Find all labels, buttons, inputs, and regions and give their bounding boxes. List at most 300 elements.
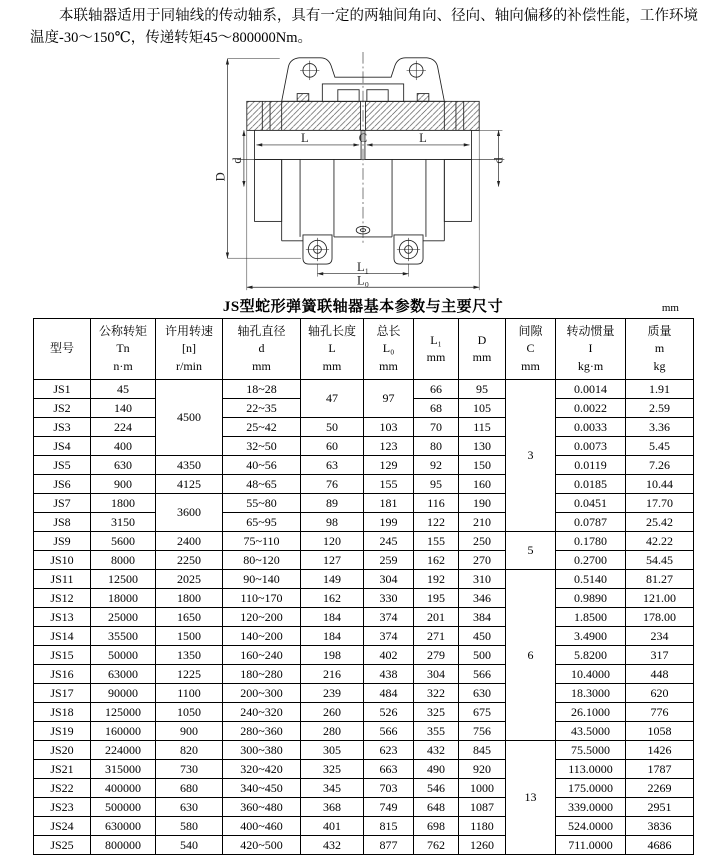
- table-cell: 5600: [91, 532, 156, 551]
- table-cell: 1.8500: [556, 608, 626, 627]
- table-cell: 121.00: [626, 589, 694, 608]
- table-cell: 162: [301, 589, 364, 608]
- table-cell: 663: [364, 760, 414, 779]
- table-cell: 0.0022: [556, 399, 626, 418]
- table-row: [34, 589, 694, 608]
- bolt-tab-right: [394, 235, 423, 264]
- table-cell: 0.0451: [556, 494, 626, 513]
- table-cell: 63000: [91, 665, 156, 684]
- table-row: [34, 494, 694, 513]
- table-cell: 524.0000: [556, 817, 626, 836]
- table-row: [34, 551, 694, 570]
- table-cell: 160: [459, 475, 506, 494]
- table-cell: 484: [364, 684, 414, 703]
- table-cell: 234: [626, 627, 694, 646]
- table-cell: 698: [414, 817, 459, 836]
- table-cell: 1000: [459, 779, 506, 798]
- table-cell: 3836: [626, 817, 694, 836]
- table-cell: 279: [414, 646, 459, 665]
- table-cell: 89: [301, 494, 364, 513]
- table-cell: 103: [364, 418, 414, 437]
- table-cell: 95: [414, 475, 459, 494]
- table-cell: 200~300: [223, 684, 301, 703]
- table-cell: JS13: [34, 608, 91, 627]
- table-cell: 0.0119: [556, 456, 626, 475]
- table-cell: 116: [414, 494, 459, 513]
- table-cell: 3150: [91, 513, 156, 532]
- table-cell: 160~240: [223, 646, 301, 665]
- table-cell: 127: [301, 551, 364, 570]
- table-cell: JS22: [34, 779, 91, 798]
- table-cell: 749: [364, 798, 414, 817]
- table-cell: JS7: [34, 494, 91, 513]
- table-cell: 250: [459, 532, 506, 551]
- table-cell: 566: [364, 722, 414, 741]
- table-cell: 355: [414, 722, 459, 741]
- table-cell: 820: [156, 741, 223, 760]
- intro-paragraph: 本联轴器适用于同轴线的传动轴系，具有一定的两轴间角向、径向、轴向偏移的补偿性能，工作环境温度-30～150℃，传递转矩45～800000Nm。: [30, 8, 698, 46]
- table-cell: 432: [301, 836, 364, 855]
- coupling-drawing: [0, 51, 725, 293]
- table-cell: 113.0000: [556, 760, 626, 779]
- table-cell: 438: [364, 665, 414, 684]
- table-cell: 3: [506, 380, 556, 532]
- table-cell: 45: [91, 380, 156, 399]
- table-cell: 1426: [626, 741, 694, 760]
- table-cell: 5.8200: [556, 646, 626, 665]
- table-cell: 730: [156, 760, 223, 779]
- table-cell: 500: [459, 646, 506, 665]
- coupling-drawing-svg: [212, 51, 514, 295]
- table-cell: 1.91: [626, 380, 694, 399]
- table-cell: 60: [301, 437, 364, 456]
- table-cell: 0.0033: [556, 418, 626, 437]
- table-cell: 50000: [91, 646, 156, 665]
- table-row: [34, 456, 694, 475]
- table-cell: 5: [506, 532, 556, 570]
- dim-label-D: D: [213, 172, 228, 182]
- table-cell: 198: [301, 646, 364, 665]
- table-cell: 17.70: [626, 494, 694, 513]
- table-cell: 32~50: [223, 437, 301, 456]
- table-cell: 115: [459, 418, 506, 437]
- table-cell: 776: [626, 703, 694, 722]
- table-cell: 1787: [626, 760, 694, 779]
- table-cell: 48~65: [223, 475, 301, 494]
- table-cell: 90000: [91, 684, 156, 703]
- table-cell: 3.36: [626, 418, 694, 437]
- table-cell: JS4: [34, 437, 91, 456]
- table-header-row: [34, 319, 694, 380]
- table-cell: 162: [414, 551, 459, 570]
- table-cell: 304: [364, 570, 414, 589]
- table-cell: 75.5000: [556, 741, 626, 760]
- table-row: [34, 779, 694, 798]
- table-cell: JS16: [34, 665, 91, 684]
- table-cell: 5.45: [626, 437, 694, 456]
- table-cell: 623: [364, 741, 414, 760]
- table-cell: 703: [364, 779, 414, 798]
- outer-hub-left: [255, 159, 282, 221]
- table-cell: JS1: [34, 380, 91, 399]
- table-cell: 4500: [156, 380, 223, 456]
- table-cell: 18.3000: [556, 684, 626, 703]
- table-cell: 120~200: [223, 608, 301, 627]
- table-cell: 25000: [91, 608, 156, 627]
- table-cell: 310: [459, 570, 506, 589]
- table-cell: 50: [301, 418, 364, 437]
- table-cell: 195: [414, 589, 459, 608]
- table-cell: 54.45: [626, 551, 694, 570]
- table-cell: 325: [414, 703, 459, 722]
- table-cell: 55~80: [223, 494, 301, 513]
- table-cell: 304: [414, 665, 459, 684]
- table-cell: 129: [364, 456, 414, 475]
- table-cell: 175.0000: [556, 779, 626, 798]
- table-unit-note: mm: [661, 302, 679, 314]
- table-cell: 0.9890: [556, 589, 626, 608]
- table-cell: 630: [459, 684, 506, 703]
- table-cell: 2951: [626, 798, 694, 817]
- table-cell: 260: [301, 703, 364, 722]
- table-row: [34, 513, 694, 532]
- table-cell: JS18: [34, 703, 91, 722]
- table-cell: 68: [414, 399, 459, 418]
- table-cell: 845: [459, 741, 506, 760]
- table-cell: 400: [91, 437, 156, 456]
- outer-hub-right: [444, 159, 471, 221]
- table-cell: 95: [459, 380, 506, 399]
- table-cell: 315000: [91, 760, 156, 779]
- table-cell: 630: [156, 798, 223, 817]
- table-cell: JS3: [34, 418, 91, 437]
- table-cell: 66: [414, 380, 459, 399]
- table-cell: 675: [459, 703, 506, 722]
- table-cell: 120: [301, 532, 364, 551]
- table-cell: 1500: [156, 627, 223, 646]
- table-cell: 1800: [91, 494, 156, 513]
- table-title-row: [33, 295, 693, 315]
- dim-label-L-right: L: [419, 131, 427, 146]
- table-cell: 122: [414, 513, 459, 532]
- dim-label-d-left: d: [230, 157, 244, 164]
- table-cell: 110~170: [223, 589, 301, 608]
- dim-label-L-left: L: [301, 131, 309, 146]
- table-cell: 580: [156, 817, 223, 836]
- table-cell: 2400: [156, 532, 223, 551]
- table-cell: 0.2700: [556, 551, 626, 570]
- table-cell: 150: [459, 456, 506, 475]
- table-cell: 184: [301, 627, 364, 646]
- table-cell: 368: [301, 798, 364, 817]
- table-cell: 92: [414, 456, 459, 475]
- table-row: [34, 760, 694, 779]
- table-cell: 25.42: [626, 513, 694, 532]
- table-cell: 340~450: [223, 779, 301, 798]
- table-cell: 105: [459, 399, 506, 418]
- table-cell: 432: [414, 741, 459, 760]
- column-header: 总长 L₀ mm: [364, 319, 414, 380]
- table-cell: JS6: [34, 475, 91, 494]
- table-cell: 240~320: [223, 703, 301, 722]
- column-header: D mm: [459, 319, 506, 380]
- table-cell: 6: [506, 570, 556, 741]
- table-row: [34, 380, 694, 399]
- table-cell: JS8: [34, 513, 91, 532]
- table-cell: 12500: [91, 570, 156, 589]
- table-cell: 181: [364, 494, 414, 513]
- table-cell: 90~140: [223, 570, 301, 589]
- table-cell: 2025: [156, 570, 223, 589]
- table-cell: 81.27: [626, 570, 694, 589]
- table-row: [34, 703, 694, 722]
- table-cell: 70: [414, 418, 459, 437]
- table-cell: 13: [506, 741, 556, 855]
- spec-table: [33, 318, 694, 855]
- table-cell: 199: [364, 513, 414, 532]
- table-cell: JS25: [34, 836, 91, 855]
- dim-label-C: C: [358, 131, 368, 146]
- table-cell: 360~480: [223, 798, 301, 817]
- table-cell: 245: [364, 532, 414, 551]
- table-cell: JS19: [34, 722, 91, 741]
- table-cell: 0.0014: [556, 380, 626, 399]
- table-cell: 149: [301, 570, 364, 589]
- table-cell: 877: [364, 836, 414, 855]
- column-header: 公称转矩 Tn n·m: [91, 319, 156, 380]
- table-cell: 322: [414, 684, 459, 703]
- table-cell: 140: [91, 399, 156, 418]
- table-cell: 259: [364, 551, 414, 570]
- table-cell: 345: [301, 779, 364, 798]
- table-cell: 280~360: [223, 722, 301, 741]
- table-cell: 97: [364, 380, 414, 418]
- table-cell: 216: [301, 665, 364, 684]
- column-header: 间隙 C mm: [506, 319, 556, 380]
- table-cell: 8000: [91, 551, 156, 570]
- table-cell: 450: [459, 627, 506, 646]
- table-cell: 190: [459, 494, 506, 513]
- table-cell: 1050: [156, 703, 223, 722]
- table-cell: 2269: [626, 779, 694, 798]
- table-row: [34, 798, 694, 817]
- table-cell: 1225: [156, 665, 223, 684]
- table-cell: JS24: [34, 817, 91, 836]
- table-cell: 155: [364, 475, 414, 494]
- table-cell: 920: [459, 760, 506, 779]
- table-row: [34, 684, 694, 703]
- table-cell: 130: [459, 437, 506, 456]
- table-row: [34, 475, 694, 494]
- table-cell: 420~500: [223, 836, 301, 855]
- table-cell: 490: [414, 760, 459, 779]
- table-cell: 76: [301, 475, 364, 494]
- table-cell: 35500: [91, 627, 156, 646]
- table-cell: JS23: [34, 798, 91, 817]
- table-cell: 448: [626, 665, 694, 684]
- table-cell: 630000: [91, 817, 156, 836]
- table-cell: 1087: [459, 798, 506, 817]
- table-cell: 648: [414, 798, 459, 817]
- table-cell: 305: [301, 741, 364, 760]
- table-body: [34, 380, 694, 855]
- table-cell: 80~120: [223, 551, 301, 570]
- table-cell: 224: [91, 418, 156, 437]
- table-cell: 18~28: [223, 380, 301, 399]
- table-cell: JS11: [34, 570, 91, 589]
- table-cell: 4686: [626, 836, 694, 855]
- table-cell: JS9: [34, 532, 91, 551]
- table-cell: 3600: [156, 494, 223, 532]
- table-cell: 4125: [156, 475, 223, 494]
- table-cell: 339.0000: [556, 798, 626, 817]
- table-row: [34, 646, 694, 665]
- table-cell: 500000: [91, 798, 156, 817]
- table-cell: 10.4000: [556, 665, 626, 684]
- table-cell: 160000: [91, 722, 156, 741]
- table-cell: 1350: [156, 646, 223, 665]
- table-cell: 239: [301, 684, 364, 703]
- table-row: [34, 437, 694, 456]
- table-cell: 756: [459, 722, 506, 741]
- table-row: [34, 418, 694, 437]
- table-cell: 65~95: [223, 513, 301, 532]
- table-cell: 0.0787: [556, 513, 626, 532]
- table-cell: 374: [364, 627, 414, 646]
- table-cell: JS20: [34, 741, 91, 760]
- table-cell: 400~460: [223, 817, 301, 836]
- table-cell: JS17: [34, 684, 91, 703]
- table-cell: 22~35: [223, 399, 301, 418]
- table-cell: 0.5140: [556, 570, 626, 589]
- table-cell: 26.1000: [556, 703, 626, 722]
- table-cell: 125000: [91, 703, 156, 722]
- table-cell: JS2: [34, 399, 91, 418]
- table-cell: 325: [301, 760, 364, 779]
- table-row: [34, 722, 694, 741]
- table-cell: 224000: [91, 741, 156, 760]
- table-cell: 400000: [91, 779, 156, 798]
- table-cell: JS15: [34, 646, 91, 665]
- table-cell: 1180: [459, 817, 506, 836]
- table-cell: 0.1780: [556, 532, 626, 551]
- bolt-head-right: [417, 94, 429, 102]
- table-cell: 270: [459, 551, 506, 570]
- table-cell: JS5: [34, 456, 91, 475]
- table-cell: 680: [156, 779, 223, 798]
- dim-label-d-right: d: [491, 157, 506, 164]
- table-cell: 762: [414, 836, 459, 855]
- table-row: [34, 817, 694, 836]
- column-header: 转动惯量 I kg·m: [556, 319, 626, 380]
- table-cell: 330: [364, 589, 414, 608]
- table-cell: 140~200: [223, 627, 301, 646]
- table-cell: 192: [414, 570, 459, 589]
- table-cell: 98: [301, 513, 364, 532]
- table-cell: 815: [364, 817, 414, 836]
- table-row: [34, 627, 694, 646]
- table-cell: 900: [91, 475, 156, 494]
- table-cell: 374: [364, 608, 414, 627]
- table-cell: 80: [414, 437, 459, 456]
- table-cell: 180~280: [223, 665, 301, 684]
- table-cell: 43.5000: [556, 722, 626, 741]
- table-cell: JS10: [34, 551, 91, 570]
- table-row: [34, 665, 694, 684]
- table-cell: 7.26: [626, 456, 694, 475]
- table-cell: 75~110: [223, 532, 301, 551]
- table-cell: 123: [364, 437, 414, 456]
- table-cell: JS12: [34, 589, 91, 608]
- table-cell: 711.0000: [556, 836, 626, 855]
- table-cell: 401: [301, 817, 364, 836]
- table-cell: 630: [91, 456, 156, 475]
- table-cell: 317: [626, 646, 694, 665]
- bolt-head-left: [297, 94, 309, 102]
- table-cell: 300~380: [223, 741, 301, 760]
- table-cell: 546: [414, 779, 459, 798]
- table-cell: 184: [301, 608, 364, 627]
- table-cell: 3.4900: [556, 627, 626, 646]
- table-cell: 4350: [156, 456, 223, 475]
- column-header: 型号: [34, 319, 91, 380]
- table-cell: 346: [459, 589, 506, 608]
- table-cell: 800000: [91, 836, 156, 855]
- table-cell: 1058: [626, 722, 694, 741]
- table-cell: JS21: [34, 760, 91, 779]
- table-cell: 0.0073: [556, 437, 626, 456]
- table-cell: 900: [156, 722, 223, 741]
- table-cell: 2.59: [626, 399, 694, 418]
- table-cell: 540: [156, 836, 223, 855]
- table-cell: 620: [626, 684, 694, 703]
- table-title: JS型蛇形弹簧联轴器基本参数与主要尺寸: [222, 299, 504, 315]
- table-cell: 42.22: [626, 532, 694, 551]
- table-cell: 25~42: [223, 418, 301, 437]
- column-header: 质量 m kg: [626, 319, 694, 380]
- column-header: L₁ mm: [414, 319, 459, 380]
- table-cell: 63: [301, 456, 364, 475]
- table-cell: 402: [364, 646, 414, 665]
- bolt-tab-left: [303, 235, 332, 264]
- column-header: 许用转速 [n] r/min: [156, 319, 223, 380]
- table-row: [34, 570, 694, 589]
- table-cell: 201: [414, 608, 459, 627]
- table-cell: 320~420: [223, 760, 301, 779]
- table-cell: 280: [301, 722, 364, 741]
- table-cell: 1800: [156, 589, 223, 608]
- table-cell: 40~56: [223, 456, 301, 475]
- table-cell: 178.00: [626, 608, 694, 627]
- table-cell: 1260: [459, 836, 506, 855]
- table-cell: 271: [414, 627, 459, 646]
- column-header: 轴孔直径 d mm: [223, 319, 301, 380]
- table-row: [34, 608, 694, 627]
- dim-label-L1: L₁: [356, 259, 370, 274]
- table-cell: 566: [459, 665, 506, 684]
- table-row: [34, 741, 694, 760]
- table-cell: JS14: [34, 627, 91, 646]
- table-cell: 155: [414, 532, 459, 551]
- table-cell: 210: [459, 513, 506, 532]
- table-cell: 18000: [91, 589, 156, 608]
- table-cell: 0.0185: [556, 475, 626, 494]
- table-cell: 10.44: [626, 475, 694, 494]
- table-cell: 526: [364, 703, 414, 722]
- table-cell: 2250: [156, 551, 223, 570]
- table-cell: 1650: [156, 608, 223, 627]
- dim-label-L0: L₀: [356, 273, 370, 288]
